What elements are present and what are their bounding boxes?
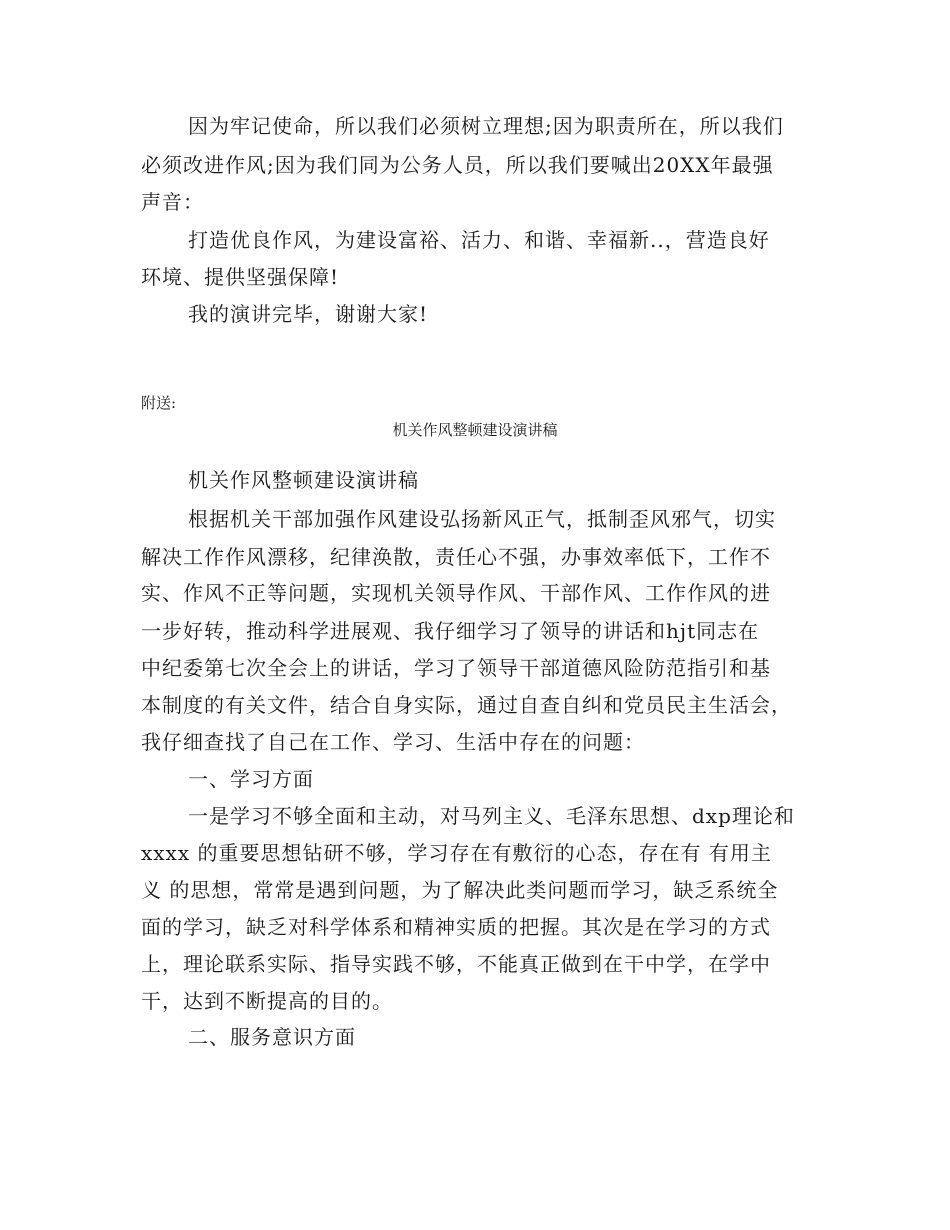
paragraph-line: 必须改进作风;因为我们同为公务人员，所以我们要喊出20XX年最强	[141, 153, 774, 177]
paragraph-line: 面的学习，缺乏对科学体系和精神实质的把握。其次是在学习的方式	[141, 915, 771, 939]
paragraph-line: 根据机关干部加强作风建设弘扬新风正气，抵制歪风邪气，切实	[188, 507, 776, 531]
appendix-title: 机关作风整顿建设演讲稿	[392, 421, 558, 439]
paragraph-line: 义 的思想，常常是遇到问题，为了解决此类问题而学习，缺乏系统全	[141, 878, 779, 902]
paragraph-line: 干，达到不断提高的目的。	[141, 989, 393, 1013]
paragraph-line: 实、作风不正等问题，实现机关领导作风、干部作风、工作作风的进	[141, 581, 771, 605]
paragraph-line: 中纪委第七次全会上的讲话，学习了领导干部道德风险防范指引和基	[141, 656, 771, 680]
paragraph-line: 我的演讲完毕，谢谢大家!	[188, 302, 429, 326]
paragraph-line: 打造优良作风，为建设富裕、活力、和谐、幸福新..，营造良好	[188, 228, 770, 252]
section-heading: 二、服务意识方面	[188, 1025, 356, 1049]
section-heading: 机关作风整顿建设演讲稿	[188, 468, 419, 492]
paragraph-line: 环境、提供坚强保障!	[141, 265, 340, 289]
section-heading: 一、学习方面	[188, 767, 314, 791]
paragraph-line: 本制度的有关文件，结合自身实际，通过自查自纠和党员民主生活会，	[141, 693, 792, 717]
paragraph-line: 我仔细查找了自己在工作、学习、生活中存在的问题：	[141, 730, 645, 754]
paragraph-line: 因为牢记使命，所以我们必须树立理想;因为职责所在，所以我们	[188, 114, 784, 138]
paragraph-line: 解决工作作风漂移，纪律涣散，责任心不强，办事效率低下，工作不	[141, 545, 771, 569]
paragraph-line: 声音：	[141, 190, 204, 214]
appendix-label: 附送:	[141, 394, 177, 412]
paragraph-line: 一步好转，推动科学进展观、我仔细学习了领导的讲话和hjt同志在	[141, 619, 760, 643]
paragraph-line: xxxx 的重要思想钻研不够，学习存在有敷衍的心态，存在有 有用主	[141, 841, 772, 865]
paragraph-line: 上，理论联系实际、指导实践不够，不能真正做到在干中学，在学中	[141, 952, 771, 976]
paragraph-line: 一是学习不够全面和主动，对马列主义、毛泽东思想、dxp理论和	[188, 804, 795, 828]
